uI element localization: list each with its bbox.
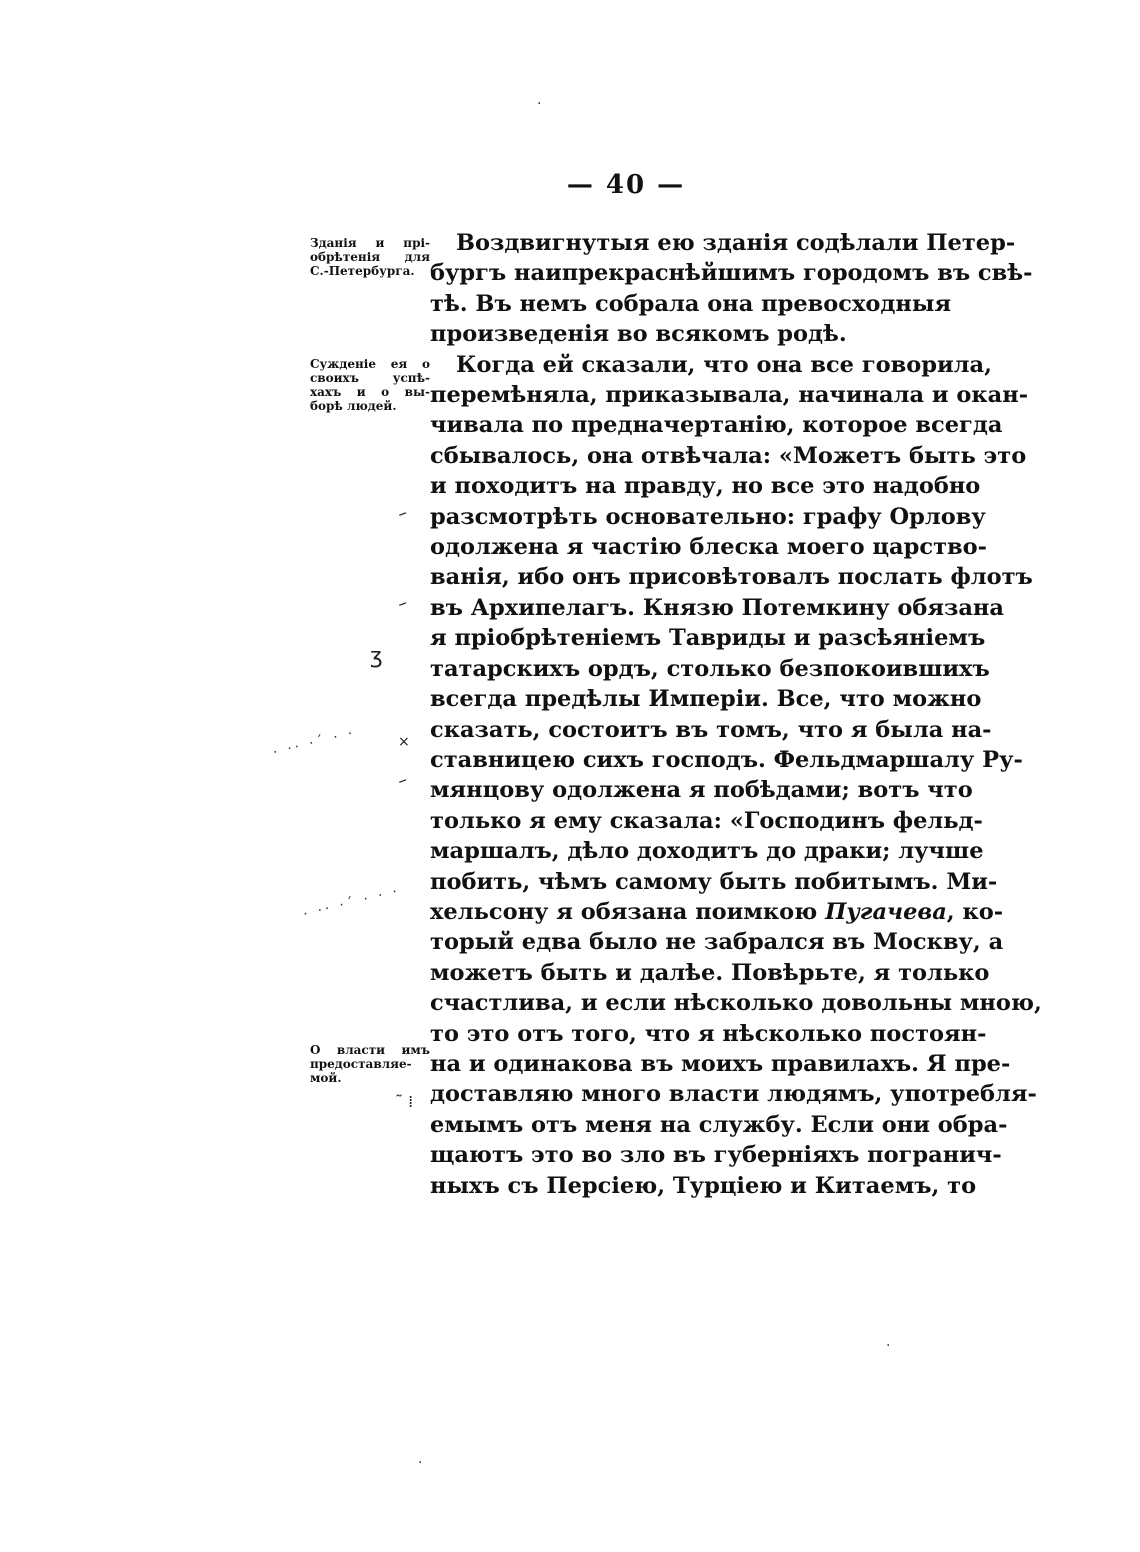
margin-note-judgment xyxy=(310,357,430,413)
text-line: на и одинакова въ моихъ правилахъ. Я пре- xyxy=(430,1050,1011,1077)
text-line: произведенія во всякомъ родѣ. xyxy=(430,321,847,348)
pencil-dots-mark: · ·· ·´ · · xyxy=(271,725,358,761)
margin-note-line: мой. xyxy=(310,1071,342,1085)
margin-note-authority xyxy=(310,1043,430,1085)
text-segment: хельсону я обязана поимкою xyxy=(430,898,818,925)
text-line-with-italic xyxy=(430,897,1004,927)
margin-note-buildings xyxy=(310,236,430,278)
pencil-scribble-mark: ʒ xyxy=(370,644,383,669)
text-line: и походитъ на правду, но все это надобно xyxy=(430,473,981,500)
text-line: ванія, ибо онъ присовѣтовалъ послать флотъ xyxy=(430,564,1033,591)
text-line: ставницею сихъ господъ. Фельдмаршалу Ру- xyxy=(430,746,1023,773)
text-line: можетъ быть и далѣе. Повѣрьте, я только xyxy=(430,959,990,986)
pencil-dots-mark: · ·· ·´ · · · xyxy=(301,883,402,923)
margin-note-line: предоставляе- xyxy=(310,1057,412,1071)
pencil-scribble-mark: ˜ ⁞ xyxy=(395,1092,414,1111)
margin-note-line: Зданія и прі- xyxy=(310,236,430,250)
page-number: — 40 — xyxy=(566,170,686,200)
margin-note-line: хахъ и о вы- xyxy=(310,385,430,399)
body-text xyxy=(430,228,1042,1201)
pencil-dash-mark: – xyxy=(394,769,411,792)
text-line: доставляю много власти людямъ, употребля- xyxy=(430,1081,1037,1108)
text-line: разсмотрѣть основательно: графу Орлову xyxy=(430,503,986,530)
margin-note-line: своихъ успѣ- xyxy=(310,371,430,385)
text-line: бургъ наипрекраснѣйшимъ городомъ въ свѣ- xyxy=(430,260,1033,287)
pencil-dash-mark: – xyxy=(394,592,411,615)
text-line: только я ему сказала: «Господинъ фельд- xyxy=(430,807,983,834)
text-line: перемѣняла, приказывала, начинала и окан- xyxy=(430,382,1029,409)
text-line: маршалъ, дѣло доходитъ до драки; лучше xyxy=(430,838,984,865)
text-line: татарскихъ ордъ, столько безпокоившихъ xyxy=(430,655,990,682)
text-line: въ Архипелагъ. Князю Потемкину обязана xyxy=(430,594,1004,621)
speck-mark: · xyxy=(537,96,545,112)
margin-note-line: С.-Петербурга. xyxy=(310,264,415,278)
text-line: сбывалось, она отвѣчала: «Можетъ быть это xyxy=(430,442,1027,469)
text-line: тѣ. Въ немъ собрала она превосходныя xyxy=(430,290,952,317)
text-line: одолжена я частію блеска моего царство- xyxy=(430,534,987,561)
pencil-x-mark: × xyxy=(398,734,410,750)
speck-mark: · xyxy=(886,1338,894,1354)
speck-mark: · xyxy=(418,1455,426,1471)
text-line: ныхъ съ Персіею, Турціею и Китаемъ, то xyxy=(430,1172,977,1199)
text-segment: , ко- xyxy=(946,898,1004,925)
text-line: всегда предѣлы Имперіи. Все, что можно xyxy=(430,686,982,713)
text-line: то это отъ того, что я нѣсколько постоян- xyxy=(430,1020,987,1047)
text-line: сказать, состоитъ въ томъ, что я была на- xyxy=(430,716,992,743)
margin-note-line: борѣ людей. xyxy=(310,399,397,413)
text-line: Когда ей сказали, что она все говорила, xyxy=(456,351,992,378)
text-line: емымъ отъ меня на службу. Если они обра- xyxy=(430,1111,1008,1138)
text-line: счастлива, и если нѣсколько довольны мною, xyxy=(430,990,1042,1017)
text-line: торый едва было не забрался въ Москву, а xyxy=(430,929,1004,956)
text-line: чивала по предначертанію, которое всегда xyxy=(430,412,1003,439)
text-line: Воздвигнутыя ею зданія содѣлали Петер- xyxy=(456,230,1016,256)
text-line: я пріобрѣтеніемъ Тавриды и разсѣяніемъ xyxy=(430,625,986,652)
text-line: побить, чѣмъ самому быть побитымъ. Ми- xyxy=(430,868,998,895)
italic-name: Пугачева xyxy=(825,898,947,925)
margin-note-line: Сужденіе ея о xyxy=(310,357,430,371)
pencil-dash-mark: – xyxy=(394,502,411,525)
text-line: щаютъ это во зло въ губерніяхъ погранич- xyxy=(430,1142,1002,1169)
text-line: мянцову одолжена я побѣдами; вотъ что xyxy=(430,777,973,804)
margin-note-line: О власти имъ xyxy=(310,1043,430,1057)
margin-note-line: обрѣтенія для xyxy=(310,250,430,264)
